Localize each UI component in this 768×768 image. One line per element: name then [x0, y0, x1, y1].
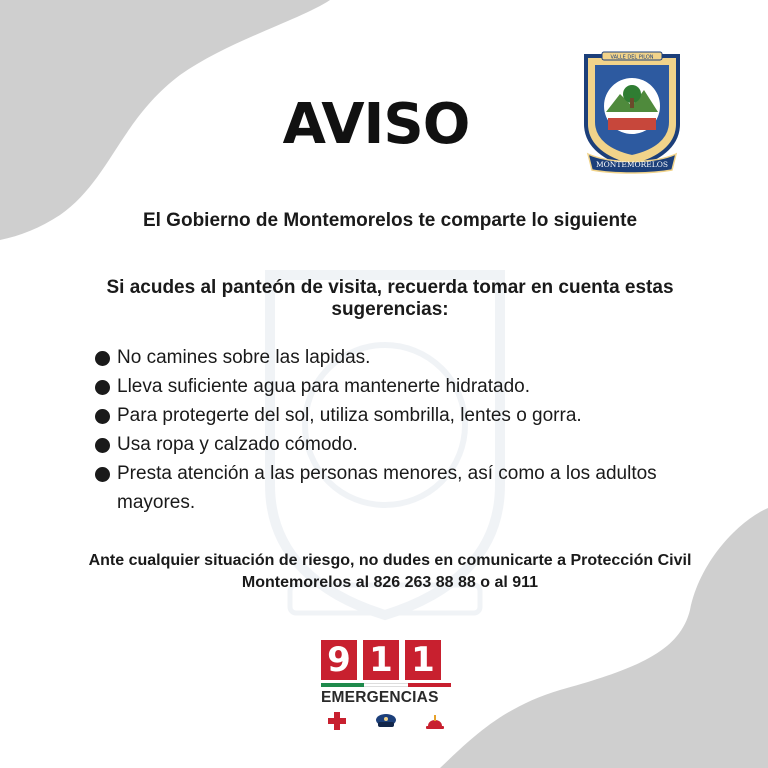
seal-ribbon-text: MONTEMORELOS [595, 160, 669, 169]
bullet-icon [95, 438, 110, 453]
title-text: AVISO [282, 92, 470, 157]
bullet-icon [95, 351, 110, 366]
firefighter-helmet-icon [425, 711, 445, 731]
bullet-icon [95, 467, 110, 482]
montemorelos-seal-logo [580, 46, 684, 174]
911-digits [321, 640, 451, 680]
list-item: Lleva suficiente agua para mantenerte hidratado. [95, 372, 715, 401]
list-item: No camines sobre las lapidas. [95, 343, 715, 372]
suggestions-list [95, 343, 715, 517]
emergency-911-logo [321, 640, 451, 740]
subintro-text: Si acudes al panteón de visita, recuerda tomar en cuenta estas sugerencias: [106, 277, 674, 320]
list-item: Para protegerte del sol, utiliza sombrilla, lentes o gorra. [95, 401, 715, 430]
intro-text: El Gobierno de Montemorelos te comparte lo siguiente [142, 210, 638, 231]
list-item: Usa ropa y calzado cómodo. [95, 430, 715, 459]
police-cap-icon [374, 711, 398, 731]
red-cross-icon [327, 711, 347, 731]
bullet-icon [95, 380, 110, 395]
list-item: Presta atención a las personas menores, así como a los adultos mayores. [95, 459, 715, 517]
digit-box: 1 [363, 640, 399, 680]
emergencias-label: EMERGENCIAS [321, 689, 439, 706]
contact-text: Ante cualquier situación de riesgo, no dudes en comunicarte a Protección Civil Montemorelos al 826 263 88 88 o al 911 [88, 552, 692, 591]
digit-box: 1 [405, 640, 441, 680]
bullet-icon [95, 409, 110, 424]
flag-stripe [321, 683, 451, 687]
digit-box: 9 [321, 640, 357, 680]
emergency-icons [321, 711, 451, 731]
seal-top-text: VALLE DEL PILON [610, 54, 654, 61]
